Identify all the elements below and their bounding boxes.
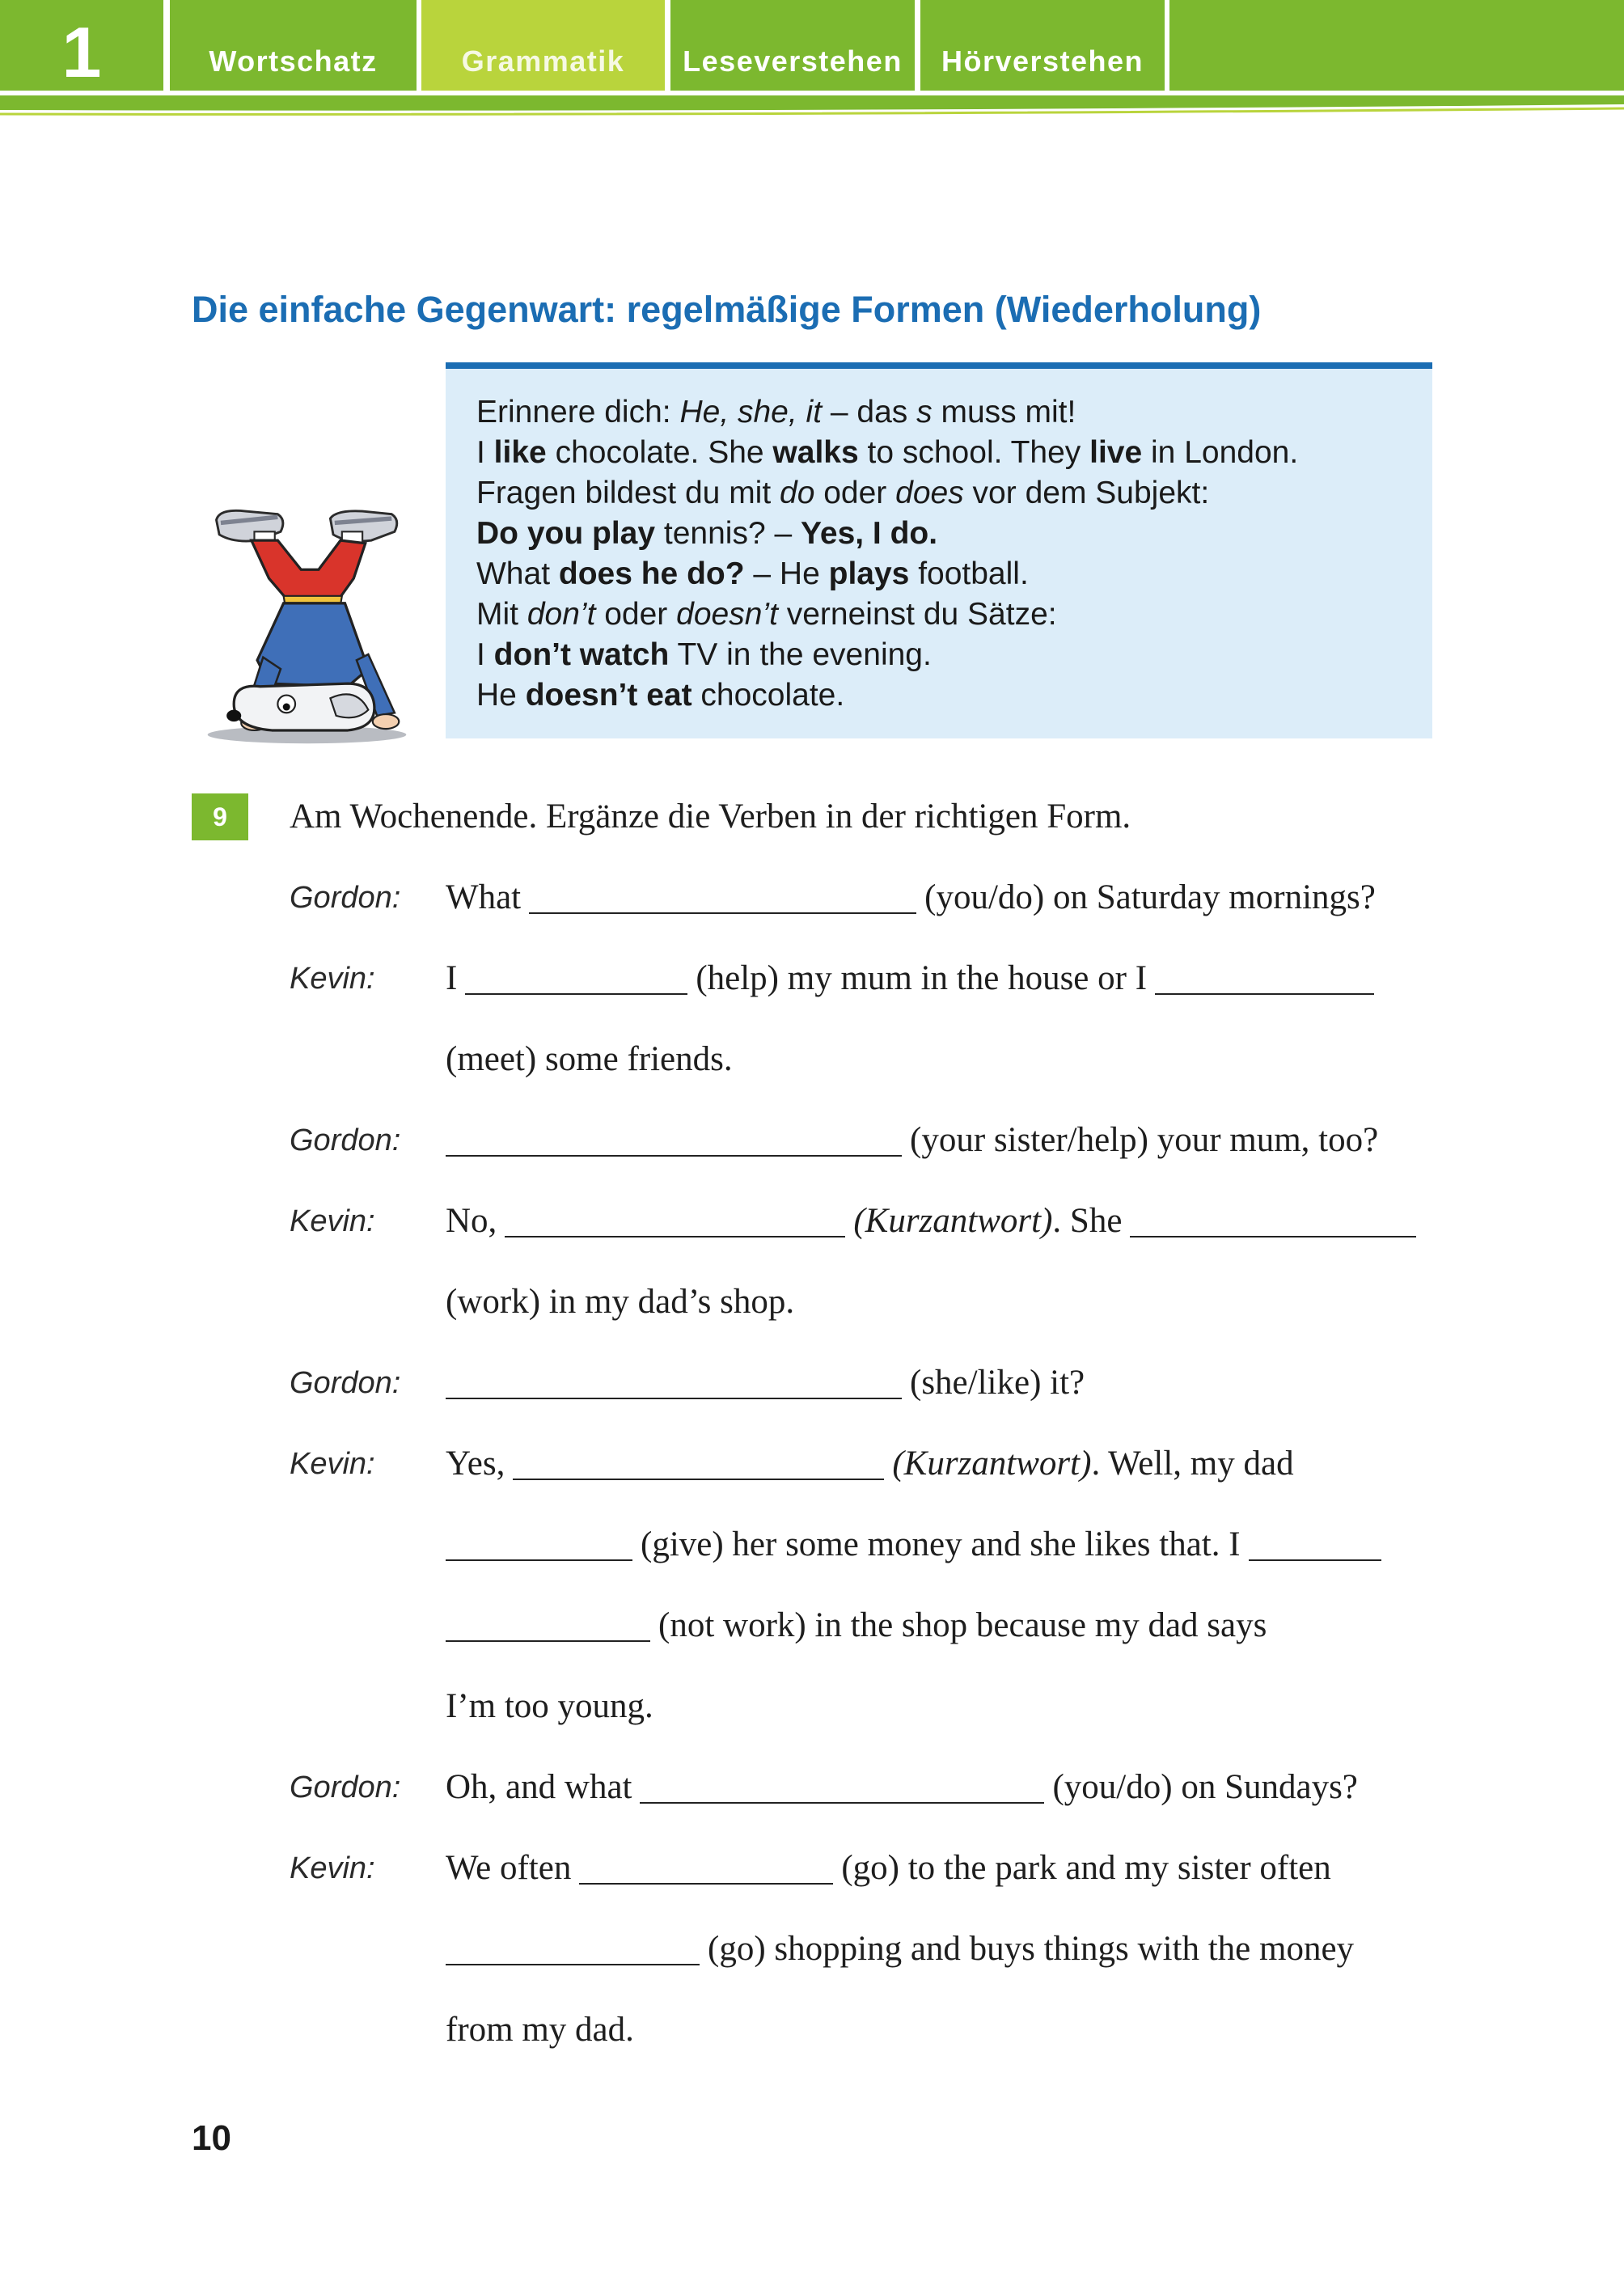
answer-blank xyxy=(579,1883,833,1885)
grammar-rule-box xyxy=(446,362,1432,738)
rule-text: I xyxy=(476,435,494,470)
rule-text: Mit xyxy=(476,597,527,632)
text-fragment: (you/do) on Saturday mornings? xyxy=(924,878,1376,916)
chapter-number: 1 xyxy=(0,0,163,91)
text-fragment: (not work) in the shop because my dad says xyxy=(658,1606,1267,1644)
rule-line xyxy=(476,433,1432,473)
dialogue-line xyxy=(0,1504,1624,1585)
rule-line xyxy=(476,514,1432,554)
hint-short-answer: (Kurzantwort) xyxy=(892,1445,1092,1483)
dog-nose xyxy=(226,710,241,721)
text-fragment: . She xyxy=(1052,1202,1123,1240)
text-fragment: (go) shopping and buys things with the money xyxy=(708,1930,1355,1968)
speaker-label: Kevin: xyxy=(290,1447,375,1481)
red-trousers xyxy=(252,540,366,599)
line-text xyxy=(446,1747,1358,1828)
rule-text: Fragen bildest du mit xyxy=(476,476,780,510)
text-fragment: (give) her some money and she likes that. I xyxy=(641,1525,1241,1563)
line-text xyxy=(446,857,1376,938)
answer-blank xyxy=(529,912,916,914)
answer-blank xyxy=(1249,1559,1381,1561)
text-fragment: (you/do) on Sundays? xyxy=(1052,1768,1358,1806)
line-text xyxy=(446,1585,1267,1666)
rule-text: I xyxy=(476,637,494,672)
line-text xyxy=(446,938,1374,1019)
dialogue-line xyxy=(0,1100,1624,1181)
page-number: 10 xyxy=(192,2118,231,2158)
exercise-instruction: Am Wochenende. Ergänze die Verben in der richtigen Form. xyxy=(290,797,1131,836)
line-text xyxy=(446,1666,653,1747)
text-fragment: . Well, my dad xyxy=(1091,1445,1294,1483)
text-fragment: (meet) some friends. xyxy=(446,1040,733,1078)
rule-text: in London. xyxy=(1142,435,1299,470)
answer-blank xyxy=(446,1964,700,1965)
answer-blank xyxy=(1155,993,1374,995)
rule-italic: don’t xyxy=(527,597,596,632)
line-text xyxy=(446,1019,733,1100)
speaker-label: Gordon: xyxy=(290,1771,401,1804)
rule-text: Erinnere dich: xyxy=(476,395,680,429)
line-text xyxy=(446,1262,794,1343)
right-hand xyxy=(373,714,400,729)
rule-line xyxy=(476,635,1432,675)
answer-blank xyxy=(446,1640,650,1642)
dialogue-line xyxy=(0,1343,1624,1424)
speaker-label: Gordon: xyxy=(290,881,401,915)
tab-hoerverstehen: Hörverstehen xyxy=(920,0,1165,91)
handstand-dog-illustration xyxy=(197,504,417,745)
text-fragment: (she/like) it? xyxy=(910,1364,1085,1402)
rule-text: oder xyxy=(814,476,896,510)
line-text xyxy=(446,1424,1294,1504)
text-fragment: I xyxy=(446,959,458,997)
rule-italic: do xyxy=(780,476,815,510)
dialogue-line xyxy=(0,1909,1624,1990)
answer-blank xyxy=(505,1236,845,1237)
rule-bold: doesn’t eat xyxy=(525,678,692,713)
header-swoosh xyxy=(0,91,1624,118)
text-fragment: We often xyxy=(446,1849,572,1887)
rule-text: – He xyxy=(744,556,829,591)
text-fragment: I’m too young. xyxy=(446,1687,653,1725)
text-fragment: Oh, and what xyxy=(446,1768,632,1806)
speaker-label: Kevin: xyxy=(290,1851,375,1885)
rule-bold: does he do? xyxy=(558,556,745,591)
rule-line xyxy=(476,675,1432,716)
dialogue-line xyxy=(0,1181,1624,1262)
rule-text: chocolate. xyxy=(691,678,845,713)
line-text xyxy=(446,1100,1378,1181)
text-fragment: (help) my mum in the house or I xyxy=(696,959,1148,997)
text-fragment: What xyxy=(446,878,522,916)
answer-blank xyxy=(513,1479,884,1480)
speaker-label: Kevin: xyxy=(290,962,375,996)
rule-text: chocolate. She xyxy=(546,435,773,470)
dialogue-line xyxy=(0,938,1624,1019)
dialogue-line xyxy=(0,1828,1624,1909)
answer-blank xyxy=(446,1155,902,1157)
line-text xyxy=(446,1828,1331,1909)
exercise-number-badge: 9 xyxy=(192,793,248,840)
rule-text: – das xyxy=(822,395,917,429)
answer-blank xyxy=(446,1398,902,1399)
rule-text: tennis? – xyxy=(655,516,801,551)
dialogue-line xyxy=(0,1990,1624,2071)
tab-wortschatz: Wortschatz xyxy=(170,0,417,91)
text-fragment: Yes, xyxy=(446,1445,505,1483)
dialogue-line xyxy=(0,1666,1624,1747)
text-fragment: (work) in my dad’s shop. xyxy=(446,1283,795,1321)
right-sneaker xyxy=(330,511,396,541)
header-bar-fill xyxy=(1169,0,1624,91)
speaker-label: Gordon: xyxy=(290,1366,401,1400)
rule-italic: doesn’t xyxy=(676,597,778,632)
dialogue-line xyxy=(0,857,1624,938)
rule-text: muss mit! xyxy=(932,395,1076,429)
rule-bold: Do you play xyxy=(476,516,656,551)
tab-grammatik: Grammatik xyxy=(421,0,665,91)
rule-italic: s xyxy=(916,395,933,429)
line-text xyxy=(446,1990,634,2071)
rule-bold: Yes, I do. xyxy=(801,516,938,551)
rule-bold: live xyxy=(1089,435,1143,470)
rule-text: TV in the evening. xyxy=(669,637,932,672)
rule-line xyxy=(476,554,1432,594)
text-fragment: (go) to the park and my sister often xyxy=(841,1849,1331,1887)
answer-blank xyxy=(465,993,687,995)
chapter-header xyxy=(0,0,1624,91)
tab-leseverstehen: Leseverstehen xyxy=(670,0,915,91)
text-fragment: No, xyxy=(446,1202,497,1240)
dialogue-line xyxy=(0,1585,1624,1666)
section-title: Die einfache Gegenwart: regelmäßige Formen (Wiederholung) xyxy=(192,289,1262,330)
rule-line xyxy=(476,392,1432,433)
rule-line xyxy=(476,594,1432,635)
answer-blank xyxy=(1130,1236,1416,1237)
speaker-label: Gordon: xyxy=(290,1123,401,1157)
line-text xyxy=(446,1909,1354,1990)
line-text xyxy=(446,1343,1085,1424)
rule-bold: walks xyxy=(772,435,859,470)
line-text xyxy=(446,1181,1416,1262)
rule-italic: does xyxy=(895,476,964,510)
hint-short-answer: (Kurzantwort) xyxy=(853,1202,1053,1240)
rule-line xyxy=(476,473,1432,514)
rule-text: vor dem Subjekt: xyxy=(963,476,1210,510)
line-text xyxy=(446,1504,1381,1585)
rule-bold: don’t watch xyxy=(493,637,670,672)
dialogue-line xyxy=(0,1019,1624,1100)
rule-text: He xyxy=(476,678,526,713)
text-fragment: (your sister/help) your mum, too? xyxy=(910,1121,1379,1159)
rule-text: verneinst du Sätze: xyxy=(777,597,1057,632)
dialogue-line xyxy=(0,1747,1624,1828)
dialogue-line xyxy=(0,1262,1624,1343)
rule-text: football. xyxy=(909,556,1029,591)
speaker-label: Kevin: xyxy=(290,1204,375,1238)
rule-text: What xyxy=(476,556,559,591)
rule-text: oder xyxy=(595,597,677,632)
dialogue-line xyxy=(0,1424,1624,1504)
rule-italic: He, she, it xyxy=(679,395,823,429)
answer-blank xyxy=(640,1802,1044,1804)
rule-text: to school. They xyxy=(858,435,1090,470)
text-fragment: from my dad. xyxy=(446,2011,634,2049)
answer-blank xyxy=(446,1559,632,1561)
rule-bold: plays xyxy=(828,556,910,591)
rule-bold: like xyxy=(493,435,547,470)
